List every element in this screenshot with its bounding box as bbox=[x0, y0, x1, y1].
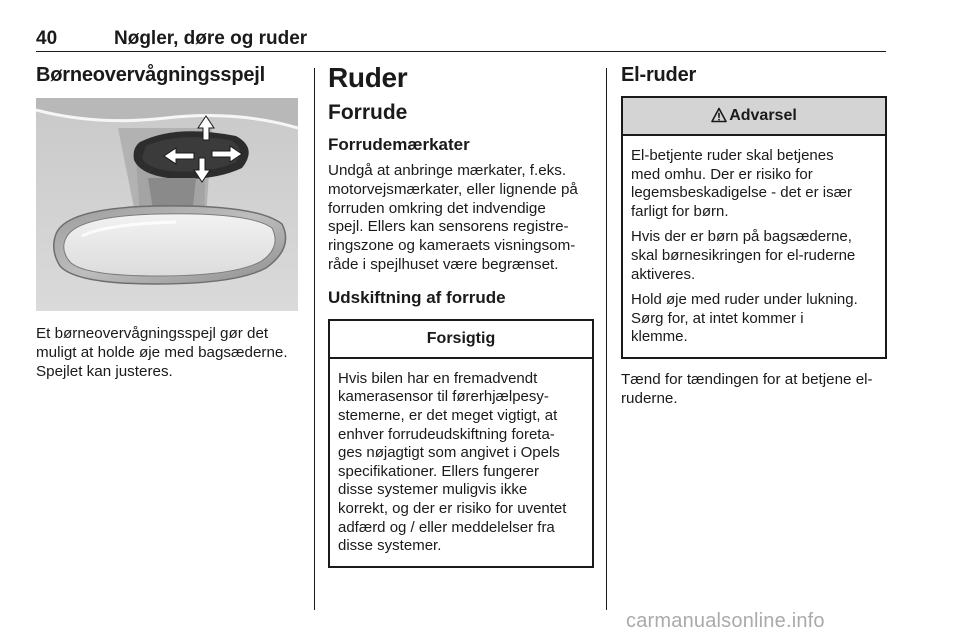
warning-box-title bbox=[623, 98, 885, 136]
caution-box-body bbox=[330, 359, 592, 566]
column-divider-1 bbox=[314, 68, 315, 610]
warning-paragraph-3 bbox=[631, 291, 878, 347]
section-heading-windows: Ruder bbox=[328, 62, 408, 93]
watermark: carmanualsonline.info bbox=[626, 610, 825, 632]
body-line: Tænd for tændingen for at betjene el- bbox=[621, 370, 873, 388]
box-line: kamerasensor til førerhjælpesy- bbox=[338, 388, 549, 406]
box-line: ges nøjagtigt som angivet i Opels bbox=[338, 444, 560, 462]
warning-box bbox=[621, 96, 887, 359]
warning-title-text: Advarsel bbox=[729, 107, 797, 124]
power-windows-text bbox=[621, 371, 887, 409]
box-line: Hvis der er børn på bagsæderne, bbox=[631, 228, 852, 246]
box-line: legemsbeskadigelse - det er især bbox=[631, 184, 852, 202]
box-line: farligt for børn. bbox=[631, 202, 729, 220]
body-line: Et børneovervågningsspejl gør det bbox=[36, 325, 269, 342]
caution-box-title: Forsigtig bbox=[330, 321, 592, 359]
box-line: aktiveres. bbox=[631, 265, 696, 283]
body-line: spejl. Ellers kan sensorens registre- bbox=[328, 218, 569, 236]
body-line: ruderne. bbox=[621, 389, 678, 407]
rear-view-mirror-figure bbox=[36, 98, 298, 311]
column-1 bbox=[36, 62, 300, 381]
section-heading-power-windows: El-ruder bbox=[621, 64, 697, 86]
box-line: disse systemer muligvis ikke bbox=[338, 481, 528, 499]
chapter-title: Nøgler, døre og ruder bbox=[114, 28, 308, 49]
warning-triangle-icon bbox=[711, 107, 727, 123]
box-line: stemerne, er det meget vigtigt, at bbox=[338, 406, 558, 424]
child-mirror-description bbox=[36, 325, 300, 381]
box-line: adfærd og / eller meddelelser fra bbox=[338, 518, 555, 536]
heading-windscreen-replacement: Udskiftning af forrude bbox=[328, 287, 506, 307]
box-line: Sørg for, at intet kommer i bbox=[631, 309, 804, 327]
box-line: Hvis bilen har en fremadvendt bbox=[338, 369, 538, 387]
box-line: klemme. bbox=[631, 328, 688, 346]
caution-box bbox=[328, 319, 594, 568]
warning-paragraph-1 bbox=[631, 147, 878, 221]
box-line: disse systemer. bbox=[338, 537, 442, 555]
section-heading-child-mirror: Børneovervågningsspejl bbox=[36, 64, 265, 86]
body-line: muligt at holde øje med bagsæderne. bbox=[36, 343, 288, 361]
column-3 bbox=[621, 62, 887, 409]
box-line: Hold øje med ruder under lukning. bbox=[631, 291, 858, 309]
body-line: ringszone og kameraets visningsom- bbox=[328, 237, 576, 255]
body-line: forruden omkring det indvendige bbox=[328, 199, 546, 217]
heading-windscreen-stickers: Forrudemærkater bbox=[328, 135, 470, 154]
box-line: specifikationer. Ellers fungerer bbox=[338, 462, 539, 480]
warning-box-body bbox=[623, 136, 885, 357]
box-line: korrekt, og der er risiko for uventet bbox=[338, 499, 567, 517]
header-rule bbox=[36, 51, 886, 52]
warning-paragraph-2 bbox=[631, 228, 878, 284]
page-number: 40 bbox=[36, 28, 58, 49]
box-line: med omhu. Der er risiko for bbox=[631, 165, 813, 183]
body-line: råde i spejlhuset være begrænset. bbox=[328, 255, 559, 273]
page-header bbox=[36, 28, 886, 52]
body-line: motorvejsmærkater, eller lignende på bbox=[328, 180, 578, 198]
windscreen-stickers-text bbox=[328, 162, 594, 275]
subheading-windscreen: Forrude bbox=[328, 101, 408, 124]
box-line: skal børnesikringen for el-ruderne bbox=[631, 246, 856, 264]
body-line: Spejlet kan justeres. bbox=[36, 362, 173, 380]
column-divider-2 bbox=[606, 68, 607, 610]
box-line: El-betjente ruder skal betjenes bbox=[631, 147, 834, 164]
column-2 bbox=[328, 62, 594, 568]
box-line: enhver forrudeudskiftning foreta- bbox=[338, 425, 555, 443]
body-line: Undgå at anbringe mærkater, f.eks. bbox=[328, 162, 567, 179]
